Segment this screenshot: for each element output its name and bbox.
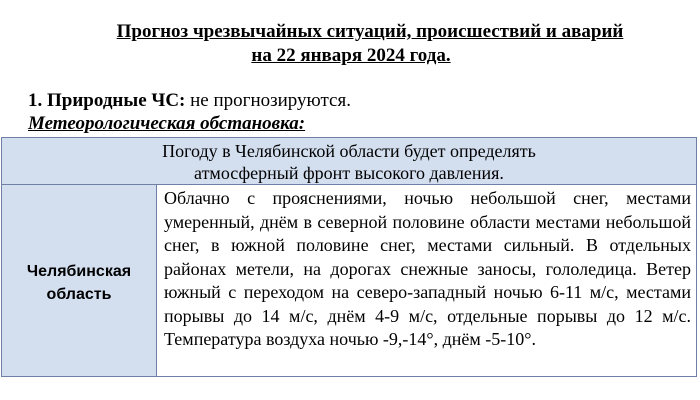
- weather-forecast-table: [1, 137, 697, 377]
- region-name-line-1: Челябинская: [26, 262, 132, 280]
- natural-emergencies-label: 1. Природные ЧС:: [28, 90, 186, 111]
- title-line-1: Прогноз чрезвычайных ситуаций, происшествий и аварий: [116, 21, 624, 42]
- table-header-line-2: атмосферный фронт высокого давления.: [194, 163, 504, 183]
- meteo-section-heading: Метеорологическая обстановка:: [28, 113, 306, 134]
- natural-emergencies-line: [28, 89, 351, 113]
- table-header-line-1: Погоду в Челябинской области будет определять: [162, 141, 536, 161]
- title-line-2: на 22 января 2024 года.: [251, 45, 451, 66]
- region-name: [4, 260, 154, 306]
- forecast-text: Облачно с прояснениями, ночью небольшой снег, местами умеренный, днём в северной половине области местами небольшой снег, в южной половине снег, местами сильный. В отдельных районах метели, на дорогах снежные заносы, гололедица. Ветер южный с переходом на северо-западный ночью 6-11 м/с, местами порывы до 14 м/с, днём 4-9 м/с, отдельные порывы до 12 м/с. Температура воздуха ночью -9,-14°, днём -5-10°.: [164, 188, 691, 349]
- page-title: [0, 20, 700, 68]
- table-header: [2, 138, 696, 185]
- forecast-cell: [157, 185, 696, 376]
- natural-emergencies-text: не прогнозируются.: [185, 90, 351, 111]
- region-name-line-2: область: [46, 285, 112, 303]
- region-cell: [2, 185, 157, 376]
